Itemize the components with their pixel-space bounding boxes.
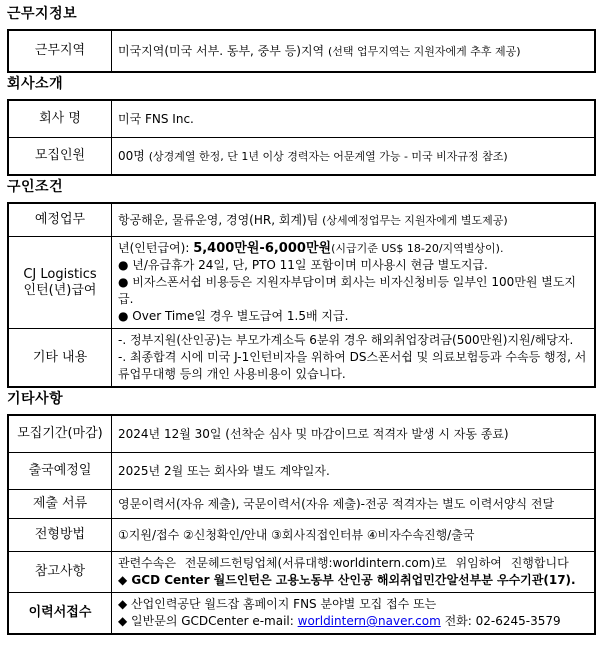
row-content bbox=[112, 138, 596, 176]
row-label: 참고사항 bbox=[8, 552, 112, 593]
row-label: 회사 명 bbox=[8, 100, 112, 138]
email-link[interactable]: worldintern@naver.com bbox=[297, 614, 441, 628]
row-content bbox=[112, 329, 596, 388]
recruit-count-text: 00명 bbox=[118, 148, 149, 163]
row-content bbox=[112, 30, 596, 72]
row-deadline bbox=[8, 415, 595, 453]
section-title-job-conditions: 구인조건 bbox=[7, 179, 64, 195]
salary-label-line1: CJ Logistics bbox=[23, 266, 97, 282]
row-company-name bbox=[8, 100, 595, 138]
row-label: 전형방법 bbox=[8, 519, 112, 552]
row-content: ①지원/접수 ②신청확인/안내 ③회사직접인터뷰 ④비자수속진행/출국 bbox=[112, 519, 596, 552]
bullet-line: ● 년/유급휴가 24일, 단, PTO 11일 포함이며 미사용시 현금 별도지급. bbox=[118, 258, 488, 272]
row-content: 2025년 2월 또는 회사와 별도 계약일자. bbox=[112, 453, 596, 490]
row-label: 모집기간(마감) bbox=[8, 415, 112, 453]
row-reference bbox=[8, 552, 595, 593]
misc-table bbox=[7, 414, 596, 635]
row-label: 기타 내용 bbox=[8, 329, 112, 388]
row-content: 영문이력서(자유 제출), 국문이력서(자유 제출)-전공 적격자는 별도 이력서양식 전달 bbox=[112, 490, 596, 519]
row-content bbox=[112, 237, 596, 329]
planned-duties-note: (상세예정업무는 지원자에게 별도제공) bbox=[322, 213, 508, 227]
row-departure-date bbox=[8, 453, 595, 490]
section-title-company-info: 회사소개 bbox=[7, 76, 64, 92]
row-documents bbox=[8, 490, 595, 519]
row-other-details bbox=[8, 329, 595, 388]
row-content: 2024년 12월 30일 (선착순 심사 및 마감이므로 적격자 발생 시 자동 종료) bbox=[112, 415, 596, 453]
row-label: 근무지역 bbox=[8, 30, 112, 72]
row-resume-submission bbox=[8, 593, 595, 635]
salary-line: 년(인턴급여): 5,400만원-6,000만원(시급기준 US$ 18-20/지역별상이). bbox=[118, 241, 504, 256]
row-label: 모집인원 bbox=[8, 138, 112, 176]
row-planned-duties bbox=[8, 203, 595, 237]
row-process bbox=[8, 519, 595, 552]
recruit-count-note: (상경계열 한정, 단 1년 이상 경력자는 어문계열 가능 - 미국 비자규정 참조) bbox=[148, 149, 508, 163]
work-region-note: (선택 업무지역는 지원자에게 추후 제공) bbox=[327, 44, 521, 58]
row-recruit-count bbox=[8, 138, 595, 176]
job-conditions-table bbox=[7, 202, 596, 388]
section-work-location bbox=[7, 3, 596, 73]
row-content bbox=[112, 552, 596, 593]
row-label: 출국예정일 bbox=[8, 453, 112, 490]
section-company-info bbox=[7, 73, 596, 176]
row-label: 예정업무 bbox=[8, 203, 112, 237]
salary-amount: 5,400만원-6,000만원 bbox=[193, 241, 332, 256]
bullet-line: ● Over Time일 경우 별도급여 1.5배 지급. bbox=[118, 309, 349, 323]
work-location-table bbox=[7, 29, 596, 73]
bullet-line: ● 비자스폰서쉽 비용등은 지원자부담이며 회사는 비자신청비등 일부인 100만원 별도지급. bbox=[118, 275, 577, 306]
row-work-region bbox=[8, 30, 595, 72]
other-details-line: -. 최종합격 시에 미국 J-1인턴비자을 위하여 DS스폰서쉽 및 의료보험등과 수속등 행정, 서류업무대행 등의 개인 사용비용이 있습니다. bbox=[118, 350, 587, 381]
row-intern-salary bbox=[8, 237, 595, 329]
other-details-line: -. 정부지원(산인공)는 부모가계소득 6분위 경우 해외취업장려금(500만원)지원/해당자. bbox=[118, 333, 574, 347]
company-info-table bbox=[7, 99, 596, 176]
section-misc bbox=[7, 388, 596, 635]
row-content bbox=[112, 203, 596, 237]
section-title-work-location: 근무지정보 bbox=[7, 6, 78, 22]
salary-note: (시급기준 US$ 18-20/지역별상이). bbox=[331, 242, 504, 255]
section-job-conditions bbox=[7, 176, 596, 388]
row-label: 이력서접수 bbox=[8, 593, 112, 635]
row-label bbox=[8, 237, 112, 329]
resume-line1: ◆ 산업인력공단 월드잡 홈페이지 FNS 분야별 모집 접수 또는 bbox=[118, 597, 437, 611]
row-label: 제출 서류 bbox=[8, 490, 112, 519]
resume-line2: ◆ 일반문의 GCDCenter e-mail: worldintern@naver.com 전화: 02-6245-3579 bbox=[118, 614, 561, 628]
salary-label-line2: 인턴(년)급여 bbox=[23, 282, 97, 298]
section-title-misc: 기타사항 bbox=[7, 391, 64, 407]
row-content bbox=[112, 593, 596, 635]
reference-line2: ◆ GCD Center 월드인턴은 고용노동부 산인공 해외취업민간알선부분 우수기관(17). bbox=[118, 573, 576, 587]
row-content: 미국 FNS Inc. bbox=[112, 100, 596, 138]
reference-line1: 관련수속은 전문헤드헌팅업체(서류대행:worldintern.com)로 위임하여 진행합니다 bbox=[118, 556, 569, 570]
work-region-text: 미국지역(미국 서부. 동부, 중부 등)지역 bbox=[118, 43, 328, 58]
planned-duties-text: 항공해운, 물류운영, 경영(HR, 회계)팀 bbox=[118, 212, 323, 227]
